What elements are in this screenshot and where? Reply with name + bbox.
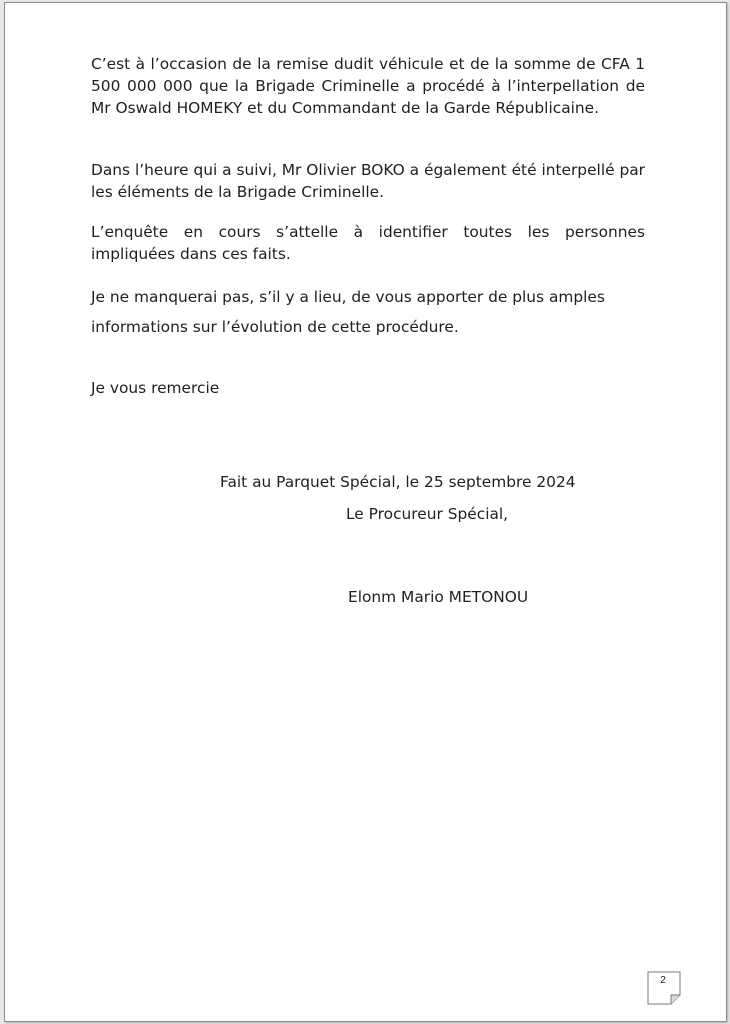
document-page — [4, 2, 727, 1022]
paragraph-interpellation: C’est à l’occasion de la remise dudit véhicule et de la somme de CFA 1 500 000 000 que la Brigade Criminelle a procédé à l’interpellation de Mr Oswald HOMEKY et du Commandant de la Garde Républicaine. — [91, 55, 645, 117]
page-number: 2 — [660, 975, 666, 986]
paragraph-followup-line-1: Je ne manquerai pas, s’il y a lieu, de vous apporter de plus amples — [91, 288, 605, 306]
closing-text: Je vous remercie — [91, 379, 220, 397]
paragraph-boko-arrest: Dans l’heure qui a suivi, Mr Olivier BOKO a également été interpellé par les éléments de la Brigade Criminelle. — [91, 161, 645, 201]
page-number-badge — [647, 971, 683, 1007]
paragraph-investigation: L’enquête en cours s’attelle à identifier toutes les personnes impliquées dans ces faits. — [91, 223, 645, 263]
paragraph-followup-line-2: informations sur l’évolution de cette procédure. — [91, 318, 459, 336]
signatory-title: Le Procureur Spécial, — [346, 505, 509, 523]
place-and-date: Fait au Parquet Spécial, le 25 septembre 2024 — [220, 473, 576, 491]
signatory-name: Elonm Mario METONOU — [348, 588, 529, 606]
